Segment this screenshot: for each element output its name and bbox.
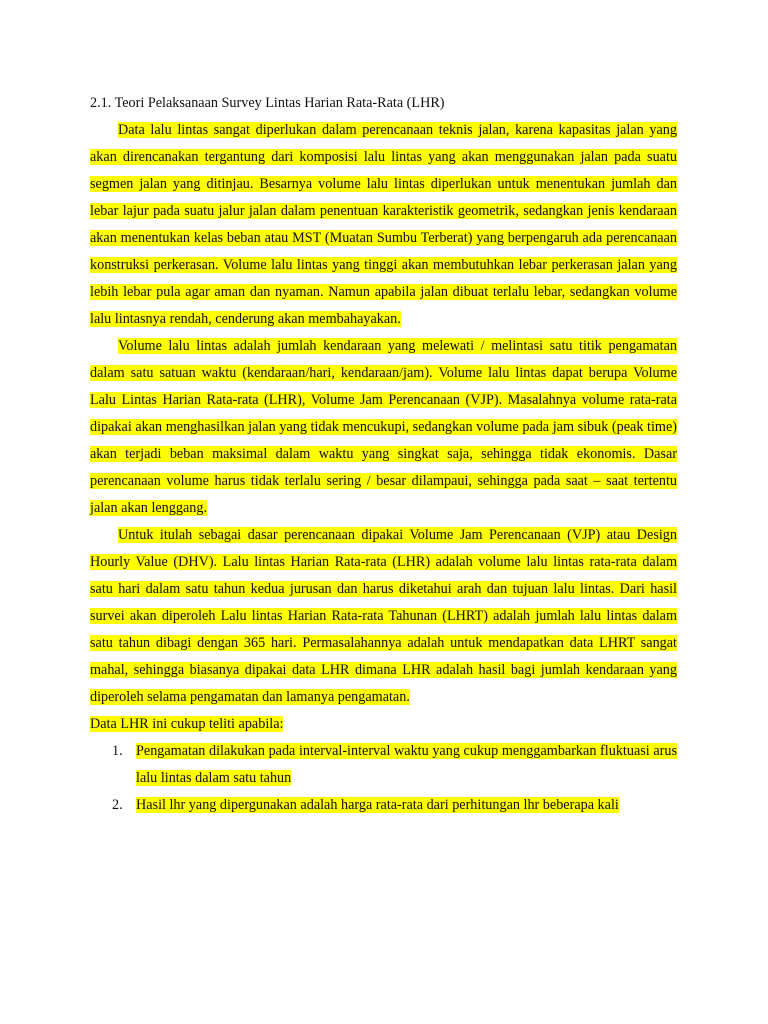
paragraph-2 [90, 333, 677, 522]
highlighted-text: Untuk itulah sebagai dasar perencanaan dipakai Volume Jam Perencanaan (VJP) atau Design Hourly Value (DHV). Lalu lintas Harian Rata-rata (LHR) adalah volume lalu lintas rata-rata dalam satu hari dalam satu tahun kedua jurusan dan harus diketahui arah dan tujuan lalu lintas. Dari hasil survei akan diperoleh Lalu lintas Harian Rata-rata Tahunan (LHRT) adalah jumlah lalu lintas dalam satu tahun dibagi dengan 365 hari. Permasalahannya adalah untuk mendapatkan data LHRT sangat mahal, sehingga biasanya dipakai data LHR dimana LHR adalah hasil bagi jumlah kendaraan yang diperoleh selama pengamatan dan lamanya pengamatan. [90, 527, 677, 705]
list-item [90, 792, 677, 819]
highlighted-text: Data lalu lintas sangat diperlukan dalam perencanaan teknis jalan, karena kapasitas jalan yang akan direncanakan tergantung dari komposisi lalu lintas yang akan menggunakan jalan pada suatu segmen jalan yang ditinjau. Besarnya volume lalu lintas diperlukan untuk menentukan jumlah dan lebar lajur pada suatu jalur jalan dalam penentuan karakteristik geometrik, sedangkan jenis kendaraan akan menentukan kelas beban atau MST (Muatan Sumbu Terberat) yang berpengaruh ada perencanaan konstruksi perkerasan. Volume lalu lintas yang tinggi akan membutuhkan lebar perkerasan jalan yang lebih lebar pula agar aman dan nyaman. Namun apabila jalan dibuat terlalu lebar, sedangkan volume lalu lintasnya rendah, cenderung akan membahayakan. [90, 122, 677, 327]
list-item-text: Hasil lhr yang dipergunakan adalah harga rata-rata dari perhitungan lhr beberapa kali [136, 797, 619, 813]
document-page [90, 90, 677, 819]
list-item-number: 2. [112, 797, 123, 813]
section-heading [90, 90, 677, 117]
highlighted-text: Volume lalu lintas adalah jumlah kendaraan yang melewati / melintasi satu titik pengamatan dalam satu satuan waktu (kendaraan/hari, kendaraan/jam). Volume lalu lintas dapat berupa Volume Lalu Lintas Harian Rata-rata (LHR), Volume Jam Perencanaan (VJP). Masalahnya volume rata-rata dipakai akan menghasilkan jalan yang tidak mencukupi, sedangkan volume pada jam sibuk (peak time) akan terjadi beban maksimal dalam waktu yang singkat saja, sehingga tidak ekonomis. Dasar perencanaan volume harus tidak terlalu sering / besar dilampaui, sehingga pada saat – saat tertentu jalan akan lenggang. [90, 338, 677, 516]
list-item [90, 738, 677, 792]
section-heading-text: 2.1. Teori Pelaksanaan Survey Lintas Harian Rata-Rata (LHR) [90, 95, 445, 111]
list-intro [90, 711, 677, 738]
paragraph-1 [90, 117, 677, 333]
criteria-list [90, 738, 677, 819]
list-item-text: Pengamatan dilakukan pada interval-interval waktu yang cukup menggambarkan fluktuasi arus lalu lintas dalam satu tahun [136, 743, 677, 786]
paragraph-3 [90, 522, 677, 711]
list-item-number: 1. [112, 743, 123, 759]
highlighted-text: Data LHR ini cukup teliti apabila: [90, 716, 284, 732]
